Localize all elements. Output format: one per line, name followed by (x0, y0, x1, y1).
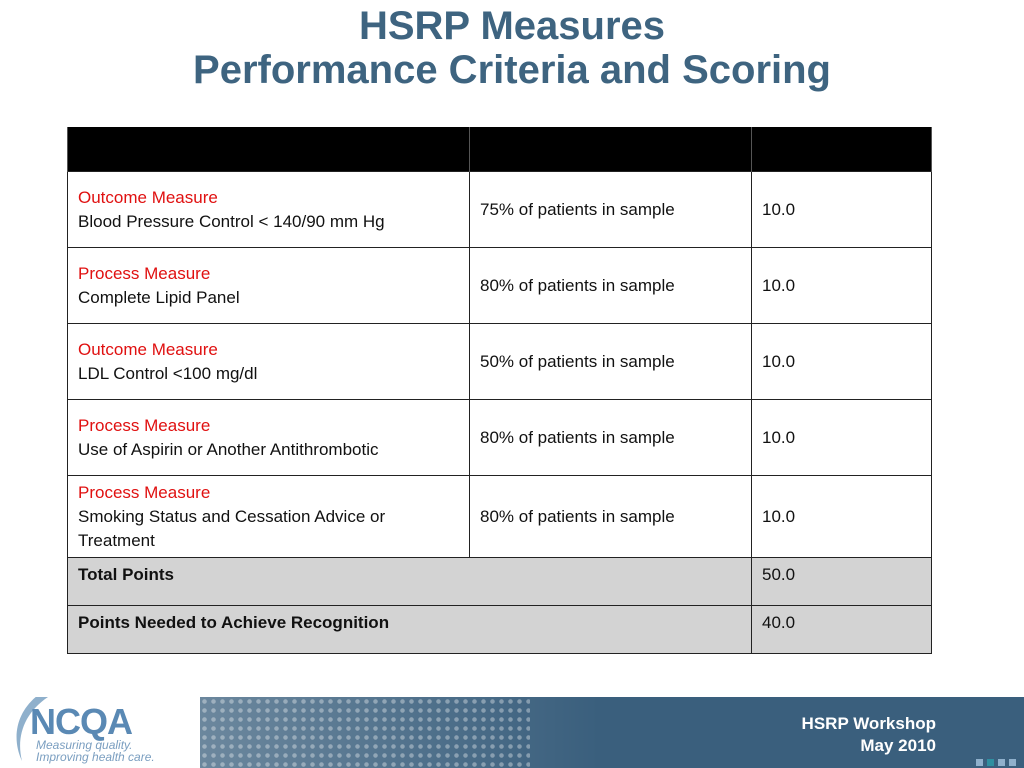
points-cell: 10.0 (752, 400, 932, 476)
measure-name: LDL Control <100 mg/dl (78, 363, 258, 383)
title-line-2: Performance Criteria and Scoring (193, 48, 831, 92)
measure-type: Process Measure (78, 263, 211, 283)
threshold-cell: 50% of patients in sample (470, 324, 752, 400)
points-cell: 10.0 (752, 172, 932, 248)
table-row (68, 324, 932, 400)
ncqa-logo (0, 697, 200, 768)
threshold-cell: 75% of patients in sample (470, 172, 752, 248)
measure-cell (68, 248, 470, 324)
points-cell: 10.0 (752, 324, 932, 400)
measure-type: Outcome Measure (78, 339, 218, 359)
table-header-row (68, 127, 932, 172)
needed-label: Points Needed to Achieve Recognition (68, 606, 752, 654)
title-line-1: HSRP Measures (358, 4, 666, 48)
table-row (68, 400, 932, 476)
threshold-cell: 80% of patients in sample (470, 476, 752, 558)
measure-type: Process Measure (78, 482, 211, 502)
logo-wordmark: NCQA (30, 701, 132, 742)
measure-type: Outcome Measure (78, 187, 218, 207)
measure-name: Blood Pressure Control < 140/90 mm Hg (78, 211, 385, 231)
header-measure (68, 127, 470, 172)
measure-cell (68, 476, 470, 558)
square-icon (1009, 759, 1016, 766)
scoring-table (67, 127, 932, 654)
measure-name: Smoking Status and Cessation Advice or Treatment (78, 506, 386, 550)
measure-name: Complete Lipid Panel (78, 287, 240, 307)
measure-name: Use of Aspirin or Another Antithrombotic (78, 439, 379, 459)
square-icon (987, 759, 994, 766)
table-row (68, 248, 932, 324)
header-points (752, 127, 932, 172)
measure-type: Process Measure (78, 415, 211, 435)
measure-cell (68, 172, 470, 248)
threshold-cell: 80% of patients in sample (470, 400, 752, 476)
square-icon (976, 759, 983, 766)
tagline-line-2: Improving health care. (36, 750, 155, 764)
slide-title (0, 4, 1024, 92)
table-row (68, 476, 932, 558)
measure-cell (68, 400, 470, 476)
footer-bar (0, 697, 1024, 768)
needed-row (68, 606, 932, 654)
footer-gradient (200, 697, 600, 768)
total-label: Total Points (68, 558, 752, 606)
needed-value: 40.0 (752, 606, 932, 654)
tagline-line-1: Measuring quality. (36, 738, 133, 752)
square-icon (998, 759, 1005, 766)
workshop-info (802, 713, 936, 757)
total-row (68, 558, 932, 606)
workshop-date: May 2010 (860, 736, 936, 755)
threshold-cell: 80% of patients in sample (470, 248, 752, 324)
table-row (68, 172, 932, 248)
header-threshold (470, 127, 752, 172)
measure-cell (68, 324, 470, 400)
logo-tagline (36, 739, 155, 763)
points-cell: 10.0 (752, 476, 932, 558)
total-value: 50.0 (752, 558, 932, 606)
points-cell: 10.0 (752, 248, 932, 324)
decorative-squares (972, 753, 1016, 768)
workshop-name: HSRP Workshop (801, 714, 936, 733)
